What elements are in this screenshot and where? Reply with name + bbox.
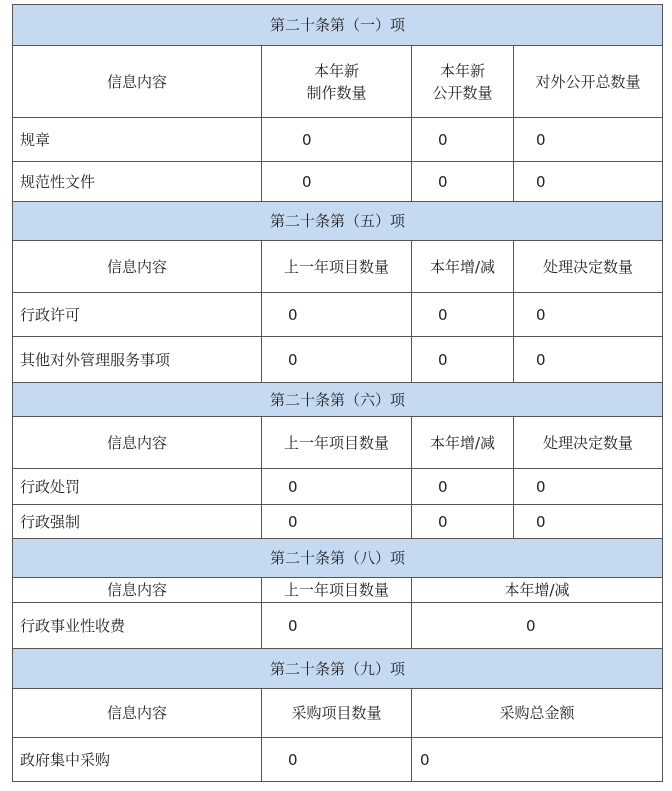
header-text: 本年新 公开数量	[432, 61, 493, 102]
table-row	[13, 469, 663, 505]
row-label: 规范性文件	[13, 162, 262, 202]
table-cell: 0	[412, 469, 514, 505]
column-header-row	[13, 417, 663, 469]
row-label: 其他对外管理服务事项	[13, 337, 262, 383]
row-label: 规章	[13, 118, 262, 162]
row-label: 行政处罚	[13, 469, 262, 505]
table-row	[13, 118, 663, 162]
column-header-row	[13, 689, 663, 738]
header-text: 本年新 制作数量	[306, 61, 367, 102]
table-cell: 0	[412, 118, 514, 162]
section-title: 第二十条第（一）项	[13, 5, 663, 46]
column-header: 信息内容	[13, 241, 262, 293]
table-cell: 0	[262, 337, 412, 383]
section-title: 第二十条第（九）项	[13, 649, 663, 689]
column-header: 本年增/减	[412, 241, 514, 293]
table-cell: 0	[262, 162, 412, 202]
column-header: 信息内容	[13, 417, 262, 469]
column-header	[412, 46, 514, 118]
table-cell: 0	[514, 469, 663, 505]
table-cell: 0	[514, 118, 663, 162]
column-header: 本年增/减	[412, 578, 663, 603]
disclosure-table	[12, 4, 663, 782]
section-header-row	[13, 383, 663, 417]
table-cell: 0	[262, 293, 412, 337]
table-cell: 0	[412, 293, 514, 337]
table-cell: 0	[514, 162, 663, 202]
table-cell: 0	[514, 337, 663, 383]
column-header	[262, 46, 412, 118]
table-cell: 0	[262, 469, 412, 505]
column-header: 上一年项目数量	[262, 241, 412, 293]
row-label: 行政事业性收费	[13, 603, 262, 649]
table-cell: 0	[514, 293, 663, 337]
row-label: 行政强制	[13, 505, 262, 539]
table-cell: 0	[262, 505, 412, 539]
row-label: 政府集中采购	[13, 738, 262, 782]
column-header: 信息内容	[13, 578, 262, 603]
column-header: 处理决定数量	[514, 241, 663, 293]
column-header-row	[13, 241, 663, 293]
column-header: 信息内容	[13, 46, 262, 118]
column-header: 处理决定数量	[514, 417, 663, 469]
section-title: 第二十条第（八）项	[13, 539, 663, 578]
table-cell: 0	[412, 738, 663, 782]
table-cell: 0	[262, 603, 412, 649]
column-header: 上一年项目数量	[262, 417, 412, 469]
section-header-row	[13, 649, 663, 689]
section-title: 第二十条第（六）项	[13, 383, 663, 417]
table-row	[13, 505, 663, 539]
table-cell: 0	[412, 603, 663, 649]
table-row	[13, 293, 663, 337]
table-row	[13, 337, 663, 383]
table-row	[13, 738, 663, 782]
column-header-row	[13, 46, 663, 118]
column-header: 采购项目数量	[262, 689, 412, 738]
column-header: 上一年项目数量	[262, 578, 412, 603]
column-header: 采购总金额	[412, 689, 663, 738]
table-cell: 0	[412, 505, 514, 539]
section-header-row	[13, 5, 663, 46]
table-cell: 0	[262, 738, 412, 782]
section-header-row	[13, 202, 663, 241]
table-cell: 0	[514, 505, 663, 539]
table-row	[13, 603, 663, 649]
section-header-row	[13, 539, 663, 578]
table-cell: 0	[412, 337, 514, 383]
table-row	[13, 162, 663, 202]
table-cell: 0	[262, 118, 412, 162]
column-header: 对外公开总数量	[514, 46, 663, 118]
column-header: 本年增/减	[412, 417, 514, 469]
section-title: 第二十条第（五）项	[13, 202, 663, 241]
column-header: 信息内容	[13, 689, 262, 738]
column-header-row	[13, 578, 663, 603]
row-label: 行政许可	[13, 293, 262, 337]
table-cell: 0	[412, 162, 514, 202]
